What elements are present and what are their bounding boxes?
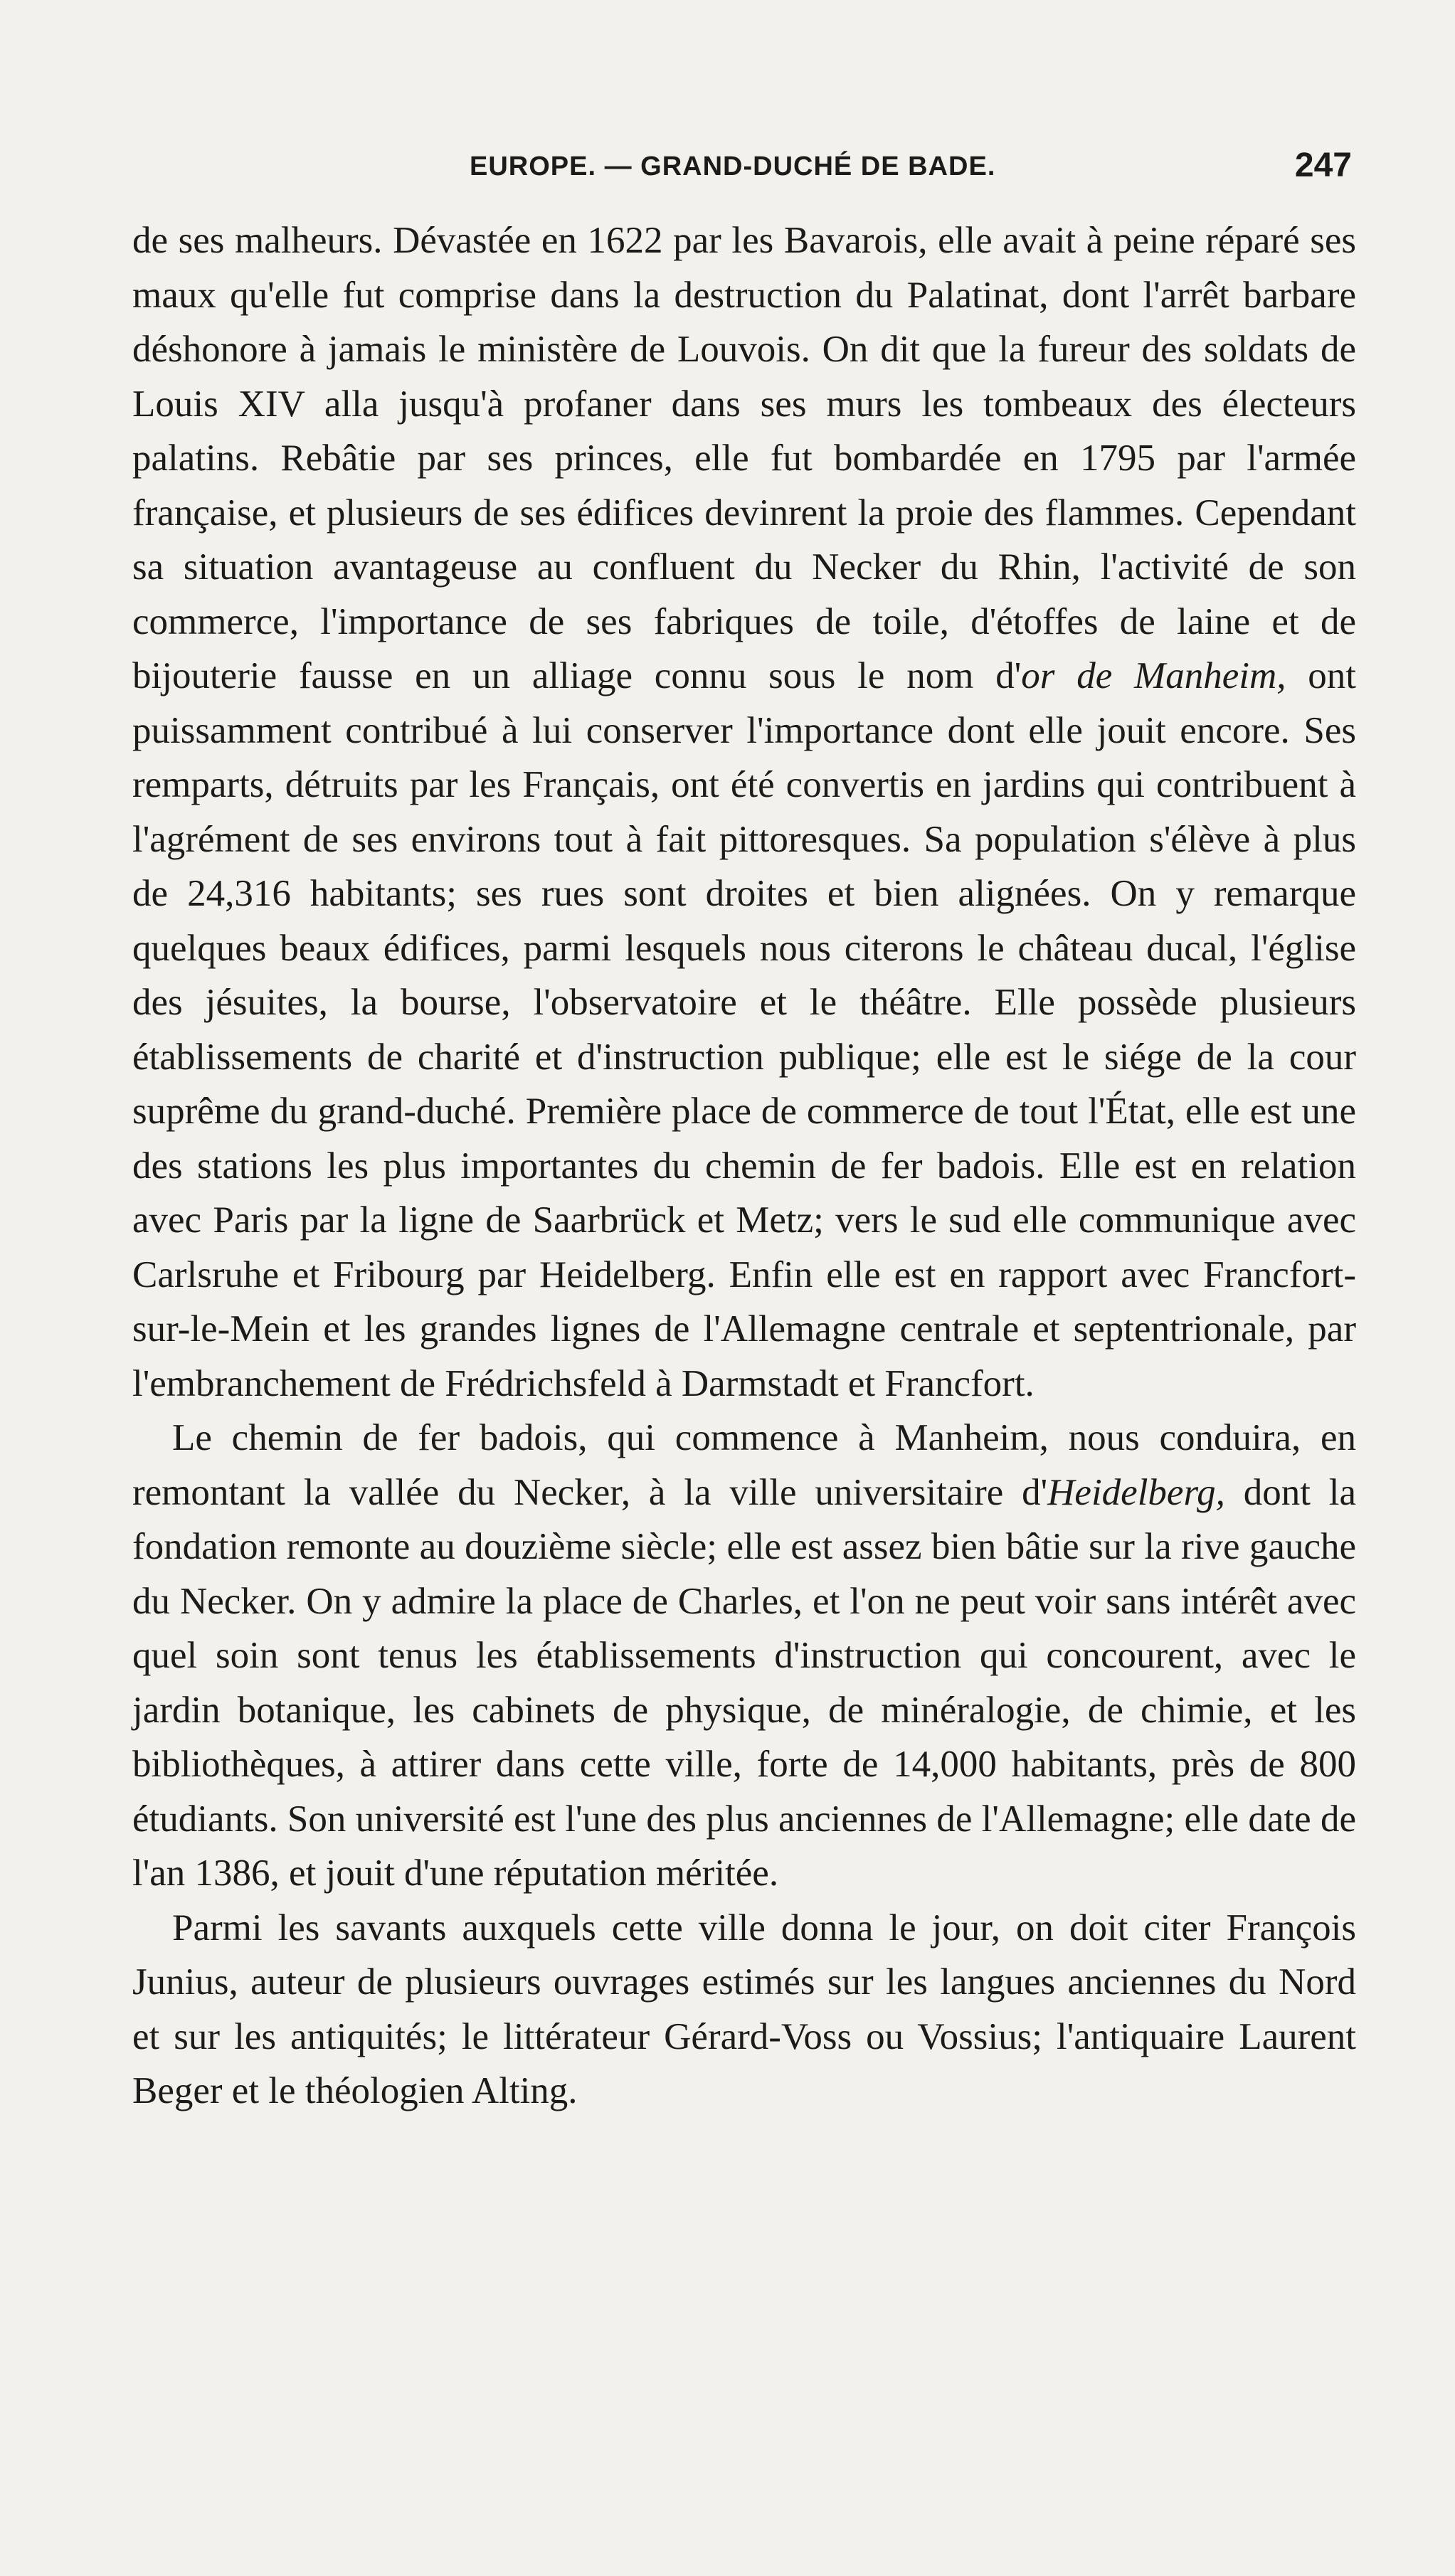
- running-head: EUROPE. — GRAND-DUCHÉ DE BADE.: [470, 152, 996, 181]
- paragraph-2-run-2: Heidelberg,: [1047, 1471, 1225, 1513]
- page-header: [470, 146, 1352, 196]
- paragraph-2-run-1: Le chemin de fer badois, qui commence à Manheim, nous conduira, en remontant la vallée du Necker, à la ville universitaire d': [132, 1417, 1356, 1513]
- body-text: [132, 213, 1356, 2119]
- paragraph-2: [132, 1411, 1356, 1901]
- paragraph-3: [132, 1901, 1356, 2119]
- paragraph-1-run-1: de ses malheurs. Dévastée en 1622 par les Bavarois, elle avait à peine réparé ses maux qu'elle fut comprise dans la destruction du Palatinat, dont l'arrêt barbare déshonore à jamais le ministère de Louvois. On dit que la fureur des soldats de Louis XIV alla jusqu'à profaner dans ses murs les tombeaux des électeurs palatins. Rebâtie par ses princes, elle fut bombardée en 1795 par l'armée française, et plusieurs de ses édifices devinrent la proie des flammes. Cependant sa situation avantageuse au confluent du Necker du Rhin, l'activité de son commerce, l'importance de ses fabriques de toile, d'étoffes de laine et de bijouterie fausse en un alliage connu sous le nom d': [132, 220, 1356, 696]
- paragraph-1-run-2: or de Manheim,: [1021, 655, 1286, 696]
- paragraph-1: [132, 213, 1356, 1411]
- paragraph-3-run-1: Parmi les savants auxquels cette ville donna le jour, on doit citer François Junius, auteur de plusieurs ouvrages estimés sur les langues anciennes du Nord et sur les antiquités; le littérateur Gérard-Voss ou Vossius; l'antiquaire Laurent Beger et le théologien Alting.: [132, 1907, 1356, 2111]
- paragraph-1-run-3: ont puissamment contribué à lui conserver l'importance dont elle jouit encore. Ses remparts, détruits par les Français, ont été convertis en jardins qui contribuent à l'agrément de ses environs tout à fait pittoresques. Sa population s'élève à plus de 24,316 habitants; ses rues sont droites et bien alignées. On y remarque quelques beaux édifices, parmi lesquels nous citerons le château ducal, l'église des jésuites, la bourse, l'observatoire et le théâtre. Elle possède plusieurs établissements de charité et d'instruction publique; elle est le siége de la cour suprême du grand-duché. Première place de commerce de tout l'État, elle est une des stations les plus importantes du chemin de fer badois. Elle est en relation avec Paris par la ligne de Saarbrück et Metz; vers le sud elle communique avec Carlsruhe et Fribourg par Heidelberg. Enfin elle est en rapport avec Francfort-sur-le-Mein et les grandes lignes de l'Allemagne centrale et septentrionale, par l'embranchement de Frédrichsfeld à Darmstadt et Francfort.: [132, 655, 1356, 1404]
- paragraph-2-run-3: dont la fondation remonte au douzième siècle; elle est assez bien bâtie sur la rive gauche du Necker. On y admire la place de Charles, et l'on ne peut voir sans intérêt avec quel soin sont tenus les établissements d'instruction qui concourent, avec le jardin botanique, les cabinets de physique, de minéralogie, de chimie, et les bibliothèques, à attirer dans cette ville, forte de 14,000 habitants, près de 800 étudiants. Son université est l'une des plus anciennes de l'Allemagne; elle date de l'an 1386, et jouit d'une réputation méritée.: [132, 1471, 1356, 1894]
- page-number: 247: [1294, 147, 1352, 184]
